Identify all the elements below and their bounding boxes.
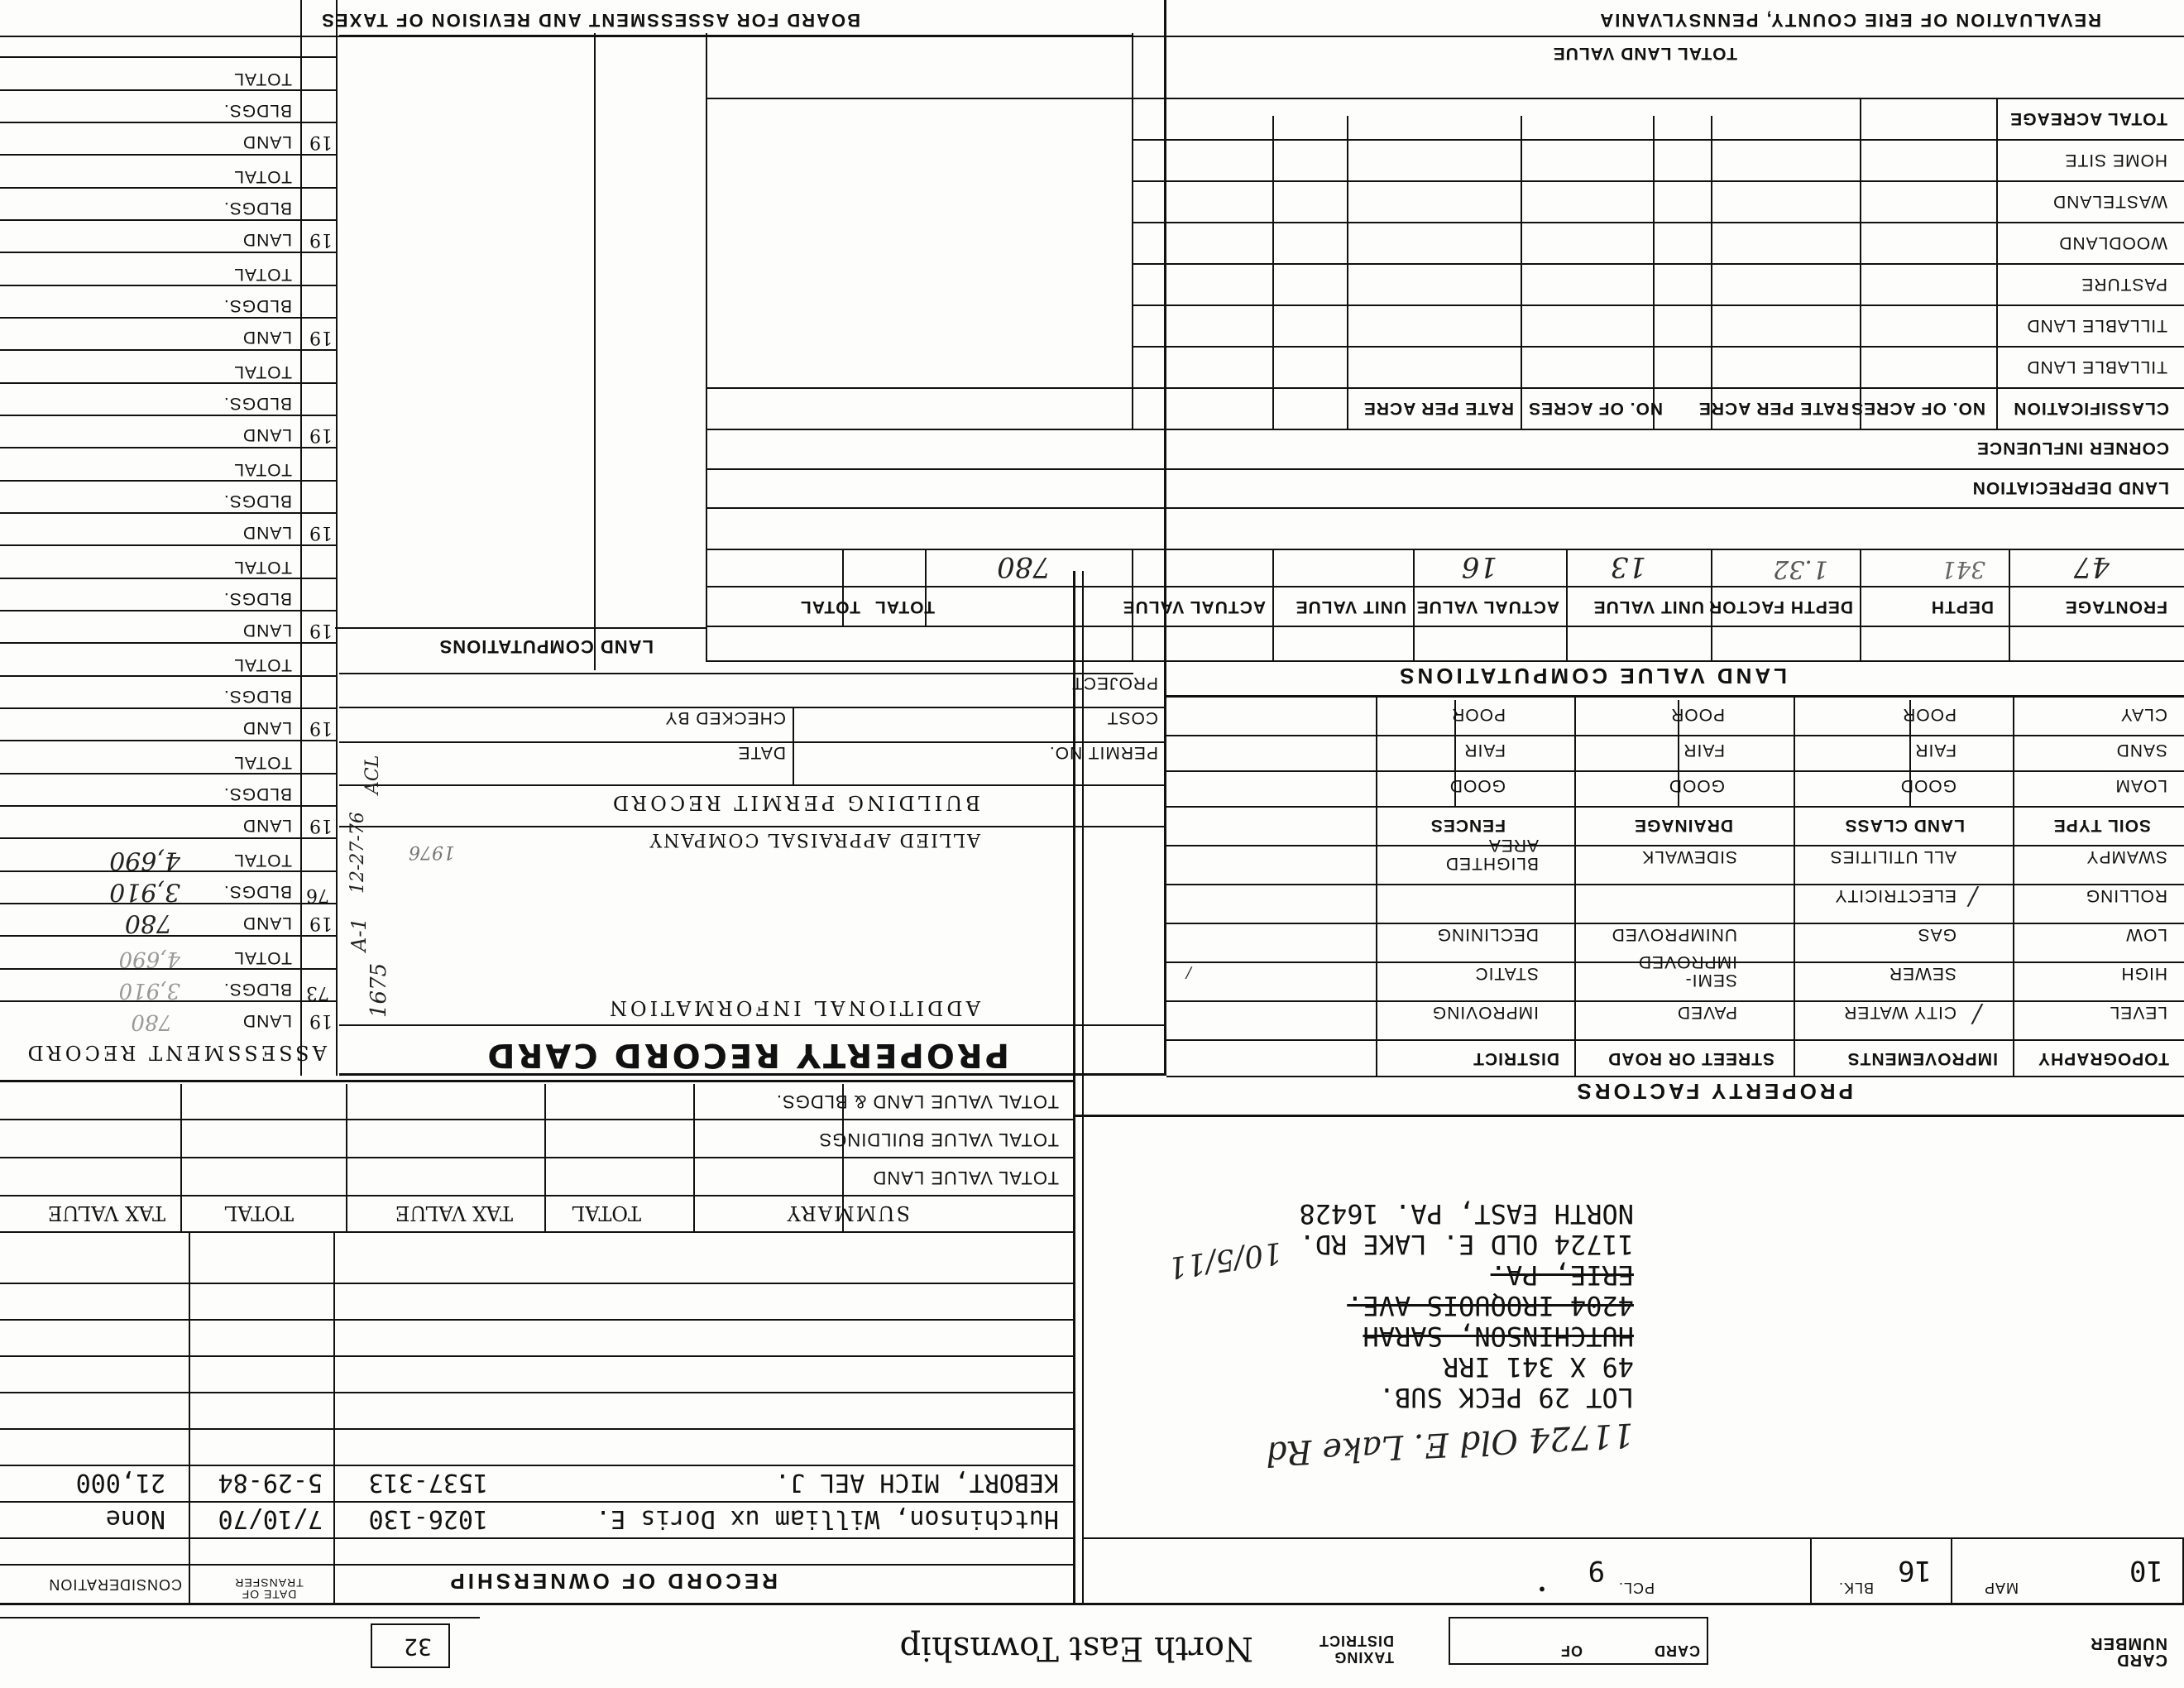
property-record-card-title: PROPERTY RECORD CARD [485,1036,1009,1074]
assessment-block: 19 LAND BLDGS. TOTAL [223,558,333,640]
assessment-block: 19 LAND BLDGS. TOTAL [223,362,333,445]
board-title: BOARD FOR ASSESSMENT AND REVISION OF TAXES [320,10,860,31]
taxing-district: North East Township [899,1629,1253,1667]
assessment-block: 19 LAND BLDGS. TOTAL [223,70,333,152]
card-box: CARD OF [1449,1617,1708,1665]
table-row: Hutchinson, William ux Doris E. 1026-130 7/10/70 None [105,1504,1059,1533]
property-record-card: CARD NUMBER CARD OF TAXING DISTRICT North East Township 32 MAP 10 BLK. 16 PCL. 9 • 11724 Old E. Lake Rd LOT 29 PECK SUB. 49 X 341 IRR HUTCHINSON, SARAH 4204 IROQUOIS AVE. ERIE, PA. 11724 OLD E. LAKE RD. NORTH EAST, PA. 16428 10/5/11 RECORD OF OWNERSHIP DATE OF TRANSFER CONSIDERATION Hutchinson, William ux Doris E. 1026-130 7/10/70 None KEBORT, MICH AEL J. 1537-313 5-29-84 21,000 SUMMARY TOTAL TAX VALUE TOTAL TAX VALUE TOTAL VALUE LAND TOTAL VALUE BUILDINGS TOTAL VALUE LAND & BLDGS. PROPERTY FACTORS TOPOGRAPHY IMPROVEMENTS STREET OR ROAD DISTRICT LEVEL HIGH LOW ROLLING SWAMPY CITY WATER SEWER GAS ELECTRICITY ALL UTILITIES PAVED SEMI-IMPROVED UNIMPROVED SIDEWALK IMPROVING STATIC DECLINING BLIGHTED AREA / / / SOIL TYPE LAND CLASS DRAINAGE FENCES LOAM SAND CLAY GOOD FAIR POOR GOOD FAIR POOR GOOD FAIR POOR LAND VALUE COMPUTATIONS FRONTAGE DEPTH DEPTH FACTOR UNIT VALUE ACTUAL VALUE UNIT VALUE ACTUAL VALUE TOTAL TOTAL 47 341 1.32 13 16 780 LAND DEPRECIATION CORNER INFLUENCE CLASSIFICATION NO. OF ACRES RATE PER ACRE NO. OF ACRES RATE PER ACRE TILLABLE LAND TILLABLE LAND PASTURE WOODLAND WASTELAND HOME SITE TOTAL ACREAGE TOTAL LAND VALUE PROPERTY RECORD CARD ADDITIONAL INFORMATION ASSESSMENT RECORD ALLIED APPRAISAL COMPANY 1976 BUILDING PERMIT RECORD PERMIT NO. DATE COST CHECKED BY PROJECT LAND COMPUTATIONS BOARD FOR ASSESSMENT AND REVISION OF TAXES REVALUATION OF ERIE COUNTY, PENNSYLVANIA 19 73 LAND BLDGS. TOTAL 780 3,910 4,690 19 76 LAND BLDGS. TOTAL 780 3,910 4,690 1675 A-1 12-27-76 ACL 19 LAND BLDGS. TOTAL 19 LAND BLDGS. TOTAL 19 LAND BLDGS. TOTAL 19 LAND BLDGS. TOTAL 19 LAND BLDGS. TOTAL 19 LAND BLDGS. TOTAL 19 LAND BLDGS. TOTAL 19 LAND BLDGS. TOTAL [0,0,2184,1688]
reval-title: REVALUATION OF ERIE COUNTY, PENNSYLVANIA [1598,10,2101,31]
table-row: KEBORT, MICH AEL J. 1537-313 5-29-84 21,000 [75,1468,1059,1497]
hand-date-note: 10/5/11 [1166,1235,1285,1285]
summary-title: SUMMARY [785,1201,910,1225]
assessment-block: 19 LAND BLDGS. TOTAL [223,265,333,348]
handwritten-address: 11724 Old E. Lake Rd [1264,1415,1635,1473]
assessment-block: 19 73 LAND BLDGS. TOTAL 780 3,910 4,690 [118,947,333,1034]
assessment-block: 19 LAND BLDGS. TOTAL [223,655,333,738]
ownership-title: RECORD OF OWNERSHIP [447,1569,778,1594]
pcl-number: 9 [1588,1554,1605,1587]
assessment-record-title: ASSESSMENT RECORD [24,1041,327,1064]
assessment-block: 19 LAND BLDGS. TOTAL [223,460,333,543]
map-number: 10 [2129,1554,2163,1587]
factors-title: PROPERTY FACTORS [1573,1079,1853,1104]
land-value-title: LAND VALUE COMPUTATIONS [1396,664,1787,688]
assessment-block: 19 LAND BLDGS. TOTAL [223,753,333,836]
blk-number: 16 [1898,1554,1932,1587]
district-code-box: 32 [371,1623,450,1668]
taxing-district-label: TAXING DISTRICT [1319,1633,1394,1666]
assessment-block: 19 76 LAND BLDGS. TOTAL 780 3,910 4,690 [109,846,333,938]
assessment-block: 19 LAND BLDGS. TOTAL [223,167,333,250]
card-number-label: CARD NUMBER [2090,1634,2167,1669]
